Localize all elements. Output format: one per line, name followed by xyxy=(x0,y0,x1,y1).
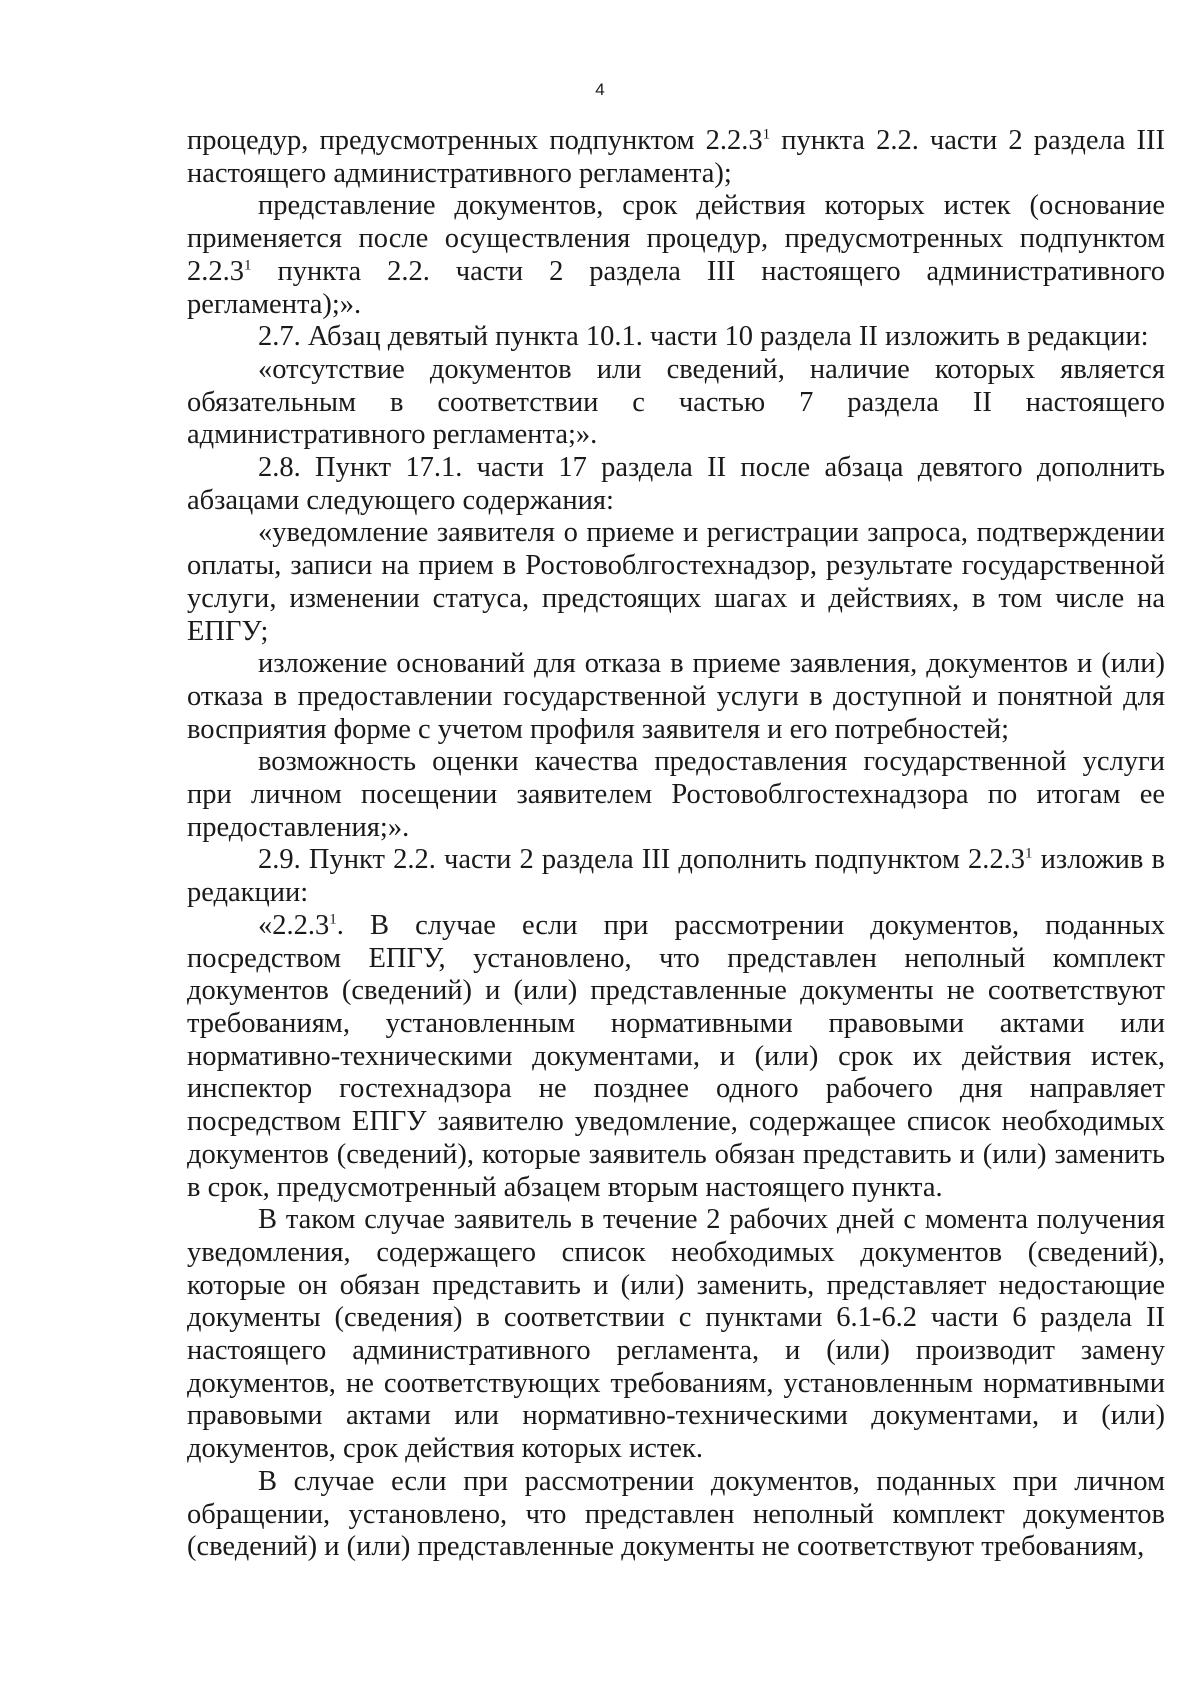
paragraph-notification: «уведомление заявителя о приеме и регистрации запроса, подтверждении оплаты, записи на прием в Ростовоблгостехнадзор, результате государственной услуги, изменении статуса, предстоящих шагах и действиях, в том числе на ЕПГУ; xyxy=(187,517,1165,647)
paragraph-applicant-deadline: В таком случае заявитель в течение 2 рабочих дней с момента получения уведомления, содержащего список необходимых документов (сведений), которые он обязан представить и (или) заменить, представляет недостающие документы (сведения) в соответствии с пунктами 6.1-6.2 части 6 раздела II настоящего административного регламента, и (или) производит замену документов, не соответствующих требованиям, установленным нормативными правовыми актами или нормативно-техническими документами, и (или) документов, срок действия которых истек. xyxy=(187,1204,1165,1465)
paragraph-quote-absence: «отсутствие документов или сведений, наличие которых является обязательным в соответствии с частью 7 раздела II настоящего административного регламента;». xyxy=(187,353,1165,451)
paragraph-personal-visit: В случае если при рассмотрении документов, поданных при личном обращении, установлено, что представлен неполный комплект документов (сведений) и (или) представленные документы не соответствуют требованиям, xyxy=(187,1465,1165,1563)
superscript: 1 xyxy=(762,126,771,143)
superscript: 1 xyxy=(329,911,337,928)
paragraph-expired-documents: представление документов, срок действия которых истек (основание применяется после осуществления процедур, предусмотренных подпунктом 2.2.3$^1$ пункта 2.2. части 2 раздела III настоящего административного регламента);». xyxy=(187,190,1165,320)
paragraph-refusal-grounds: изложение оснований для отказа в приеме заявления, документов и (или) отказа в предоставлении государственной услуги в доступной и понятной для восприятия форме с учетом профиля заявителя и его потребностей; xyxy=(187,648,1165,745)
paragraph-2-7: 2.7. Абзац девятый пункта 10.1. части 10 раздела II изложить в редакции: xyxy=(258,321,1149,353)
page-number: 4 xyxy=(595,80,605,99)
paragraph-2-2-3-1: «2.2.3$^1$. В случае если при рассмотрении документов, поданных посредством ЕПГУ, установлено, что представлен неполный комплект документов (сведений) и (или) представленные документы не соответствуют требованиям, установленным нормативными правовыми актами или нормативно-техническими документами, и (или) срок их действия истек, инспектор гостехнадзора не позднее одного рабочего дня направляет посредством ЕПГУ заявителю уведомление, содержащее список необходимых документов (сведений), которые заявитель обязан представить и (или) заменить в срок, предусмотренный абзацем вторым настоящего пункта. xyxy=(187,909,1165,1203)
paragraph-continuation: процедур, предусмотренных подпунктом 2.2.3$^1$ пункта 2.2. части 2 раздела III настоящего административного регламента); xyxy=(187,125,1166,189)
paragraph-quality-assessment: возможность оценки качества предоставления государственной услуги при личном посещении заявителем Ростовоблгостехнадзора по итогам ее предоставления;». xyxy=(187,746,1165,843)
paragraph-2-8: 2.8. Пункт 17.1. части 17 раздела II после абзаца девятого дополнить абзацами следующего содержания: xyxy=(187,452,1165,516)
superscript: 1 xyxy=(244,257,252,274)
document-body xyxy=(187,125,1165,1564)
paragraph-2-9: 2.9. Пункт 2.2. части 2 раздела III дополнить подпунктом 2.2.3$^1$ изложив в редакции: xyxy=(187,844,1165,909)
superscript: 1 xyxy=(1025,845,1033,862)
